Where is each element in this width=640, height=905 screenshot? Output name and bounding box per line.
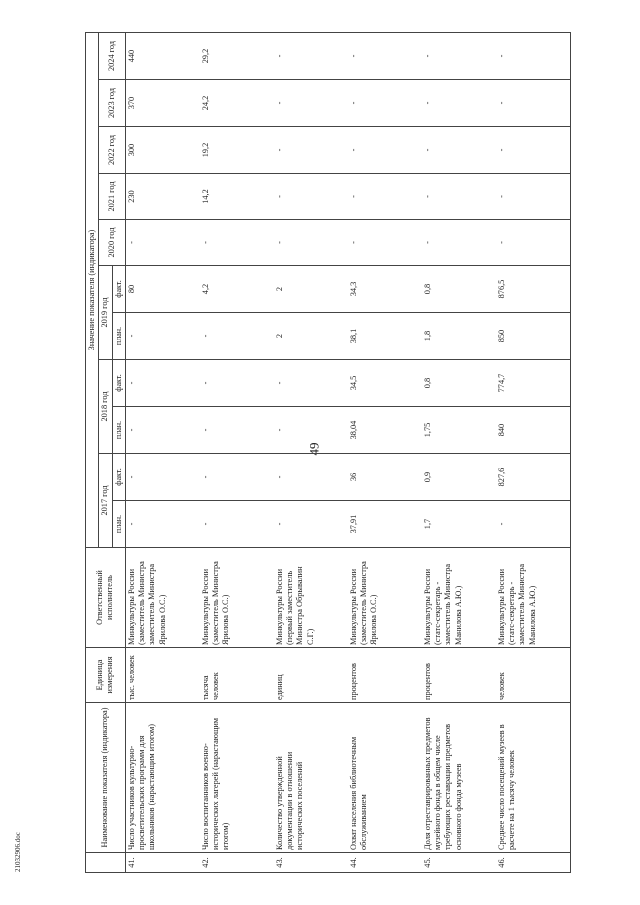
table-header: [86, 33, 126, 873]
table-row: [496, 33, 571, 873]
plan-2018-header: план.: [112, 407, 125, 454]
value-2017-fact: 827,6: [496, 454, 571, 501]
year-2024-header: 2024 год: [99, 33, 125, 80]
year-2018-header: 2018 год: [99, 360, 112, 454]
value-2019-fact: 0,8: [422, 266, 496, 313]
value-2022: 19,2: [200, 127, 274, 174]
row-number: 42.: [200, 853, 274, 873]
responsible: Минкультуры России (статс-секретарь - заместитель Министра Манилова А.Ю.): [422, 548, 496, 648]
value-2019-fact: 876,5: [496, 266, 571, 313]
value-2024: -: [348, 33, 422, 80]
value-2017-fact: -: [200, 454, 274, 501]
value-2018-fact: -: [200, 360, 274, 407]
indicator-name: Среднее число посещений музеев в расчете на 1 тысячу человек: [496, 703, 571, 853]
value-2020: -: [348, 220, 422, 266]
value-2021: -: [348, 174, 422, 220]
value-2020: -: [422, 220, 496, 266]
table-row: [200, 33, 274, 873]
value-2018-fact: -: [125, 360, 200, 407]
row-number: 45.: [422, 853, 496, 873]
responsible: Минкультуры России (заместитель Министра Ярилова О.С.): [348, 548, 422, 648]
responsible: Минкультуры России (заместитель Министра Ярилова О.С.): [200, 548, 274, 648]
value-2019-fact: 34,3: [348, 266, 422, 313]
table-row: [422, 33, 496, 873]
year-2019-header: 2019 год: [99, 266, 112, 360]
value-2017-fact: -: [274, 454, 348, 501]
value-2023: -: [274, 80, 348, 127]
value-2018-fact: 34,5: [348, 360, 422, 407]
indicator-name: Число воспитанников военно-исторических лагерей (нарастающим итогом): [200, 703, 274, 853]
table-row: [348, 33, 422, 873]
responsible: Минкультуры России (статс-секретарь - заместитель Министра Манилова А.Ю.): [496, 548, 571, 648]
value-2022: 300: [125, 127, 200, 174]
unit: тыс. человек: [125, 648, 200, 703]
value-2020: -: [125, 220, 200, 266]
value-2017-plan: -: [274, 501, 348, 548]
value-2017-plan: -: [200, 501, 274, 548]
plan-2019-header: план.: [112, 313, 125, 360]
unit: единиц: [274, 648, 348, 703]
value-2022: -: [274, 127, 348, 174]
value-2020: -: [496, 220, 571, 266]
value-2018-fact: 0,8: [422, 360, 496, 407]
value-2019-fact: 2: [274, 266, 348, 313]
value-2018-plan: 840: [496, 407, 571, 454]
value-2017-fact: 36: [348, 454, 422, 501]
year-2022-header: 2022 год: [99, 127, 125, 174]
value-2017-fact: -: [125, 454, 200, 501]
value-2018-plan: -: [200, 407, 274, 454]
footer-filename: 21032906.doc: [14, 832, 22, 872]
page-number: 49: [306, 442, 322, 456]
value-2024: -: [496, 33, 571, 80]
value-2022: -: [348, 127, 422, 174]
year-2017-header: 2017 год: [99, 454, 112, 548]
col-unit-header: Единица измерения: [86, 648, 126, 703]
row-number: 46.: [496, 853, 571, 873]
unit: человек: [496, 648, 571, 703]
value-2021: -: [274, 174, 348, 220]
table-row: [125, 33, 200, 873]
value-2018-plan: -: [125, 407, 200, 454]
value-2017-plan: 37,91: [348, 501, 422, 548]
value-2020: -: [274, 220, 348, 266]
value-2017-fact: 0,9: [422, 454, 496, 501]
value-2018-plan: 38,04: [348, 407, 422, 454]
plan-2017-header: план.: [112, 501, 125, 548]
indicators-table: [85, 32, 571, 873]
value-2023: -: [348, 80, 422, 127]
value-2021: 230: [125, 174, 200, 220]
value-2019-plan: -: [200, 313, 274, 360]
value-2021: -: [422, 174, 496, 220]
value-2018-plan: -: [274, 407, 348, 454]
value-2021: 14,2: [200, 174, 274, 220]
value-2024: -: [274, 33, 348, 80]
indicator-name: Количество утвержденной документации в отношении исторических поселений: [274, 703, 348, 853]
year-2021-header: 2021 год: [99, 174, 125, 220]
value-2017-plan: -: [125, 501, 200, 548]
value-2022: -: [422, 127, 496, 174]
row-number: 44.: [348, 853, 422, 873]
value-2023: 24,2: [200, 80, 274, 127]
value-2017-plan: 1,7: [422, 501, 496, 548]
row-number: 43.: [274, 853, 348, 873]
col-name-header: Наименование показателя (индикатора): [86, 703, 126, 853]
value-2020: -: [200, 220, 274, 266]
value-2017-plan: -: [496, 501, 571, 548]
value-2021: -: [496, 174, 571, 220]
unit: процентов: [348, 648, 422, 703]
value-group-header: Значение показателя (индикатора): [86, 33, 99, 548]
value-2022: -: [496, 127, 571, 174]
value-2018-plan: 1,75: [422, 407, 496, 454]
year-2020-header: 2020 год: [99, 220, 125, 266]
value-2019-fact: 4,2: [200, 266, 274, 313]
value-2019-plan: 850: [496, 313, 571, 360]
value-2018-fact: -: [274, 360, 348, 407]
value-2019-fact: 80: [125, 266, 200, 313]
value-2024: 440: [125, 33, 200, 80]
table-row: [274, 33, 348, 873]
col-responsible-header: Ответственный исполнитель: [86, 548, 126, 648]
value-2019-plan: 2: [274, 313, 348, 360]
value-2023: -: [422, 80, 496, 127]
value-2019-plan: -: [125, 313, 200, 360]
indicator-name: Число участников культурно-просветительских программ для школьников (нарастающим итогом): [125, 703, 200, 853]
value-2024: -: [422, 33, 496, 80]
value-2024: 29,2: [200, 33, 274, 80]
unit: тысяча человек: [200, 648, 274, 703]
fact-2018-header: факт.: [112, 360, 125, 407]
value-2023: -: [496, 80, 571, 127]
rotated-table-container: [85, 33, 620, 873]
indicator-name: Охват населения библиотечным обслуживанием: [348, 703, 422, 853]
fact-2019-header: факт.: [112, 266, 125, 313]
value-2019-plan: 38,1: [348, 313, 422, 360]
row-number: 41.: [125, 853, 200, 873]
indicator-name: Доля отреставрированных предметов музейного фонда в общем числе требующих реставрации предметов основного фонда музеев: [422, 703, 496, 853]
unit: процентов: [422, 648, 496, 703]
responsible: Минкультуры России (первый заместитель Министра Обрывалин С.Г.): [274, 548, 348, 648]
table-body: [125, 33, 570, 873]
value-2018-fact: 774,7: [496, 360, 571, 407]
year-2023-header: 2023 год: [99, 80, 125, 127]
fact-2017-header: факт.: [112, 454, 125, 501]
value-2019-plan: 1,8: [422, 313, 496, 360]
responsible: Минкультуры России (заместитель Министра заместитель Министра Ярилова О.С.): [125, 548, 200, 648]
col-number-header: [86, 853, 126, 873]
value-2023: 370: [125, 80, 200, 127]
